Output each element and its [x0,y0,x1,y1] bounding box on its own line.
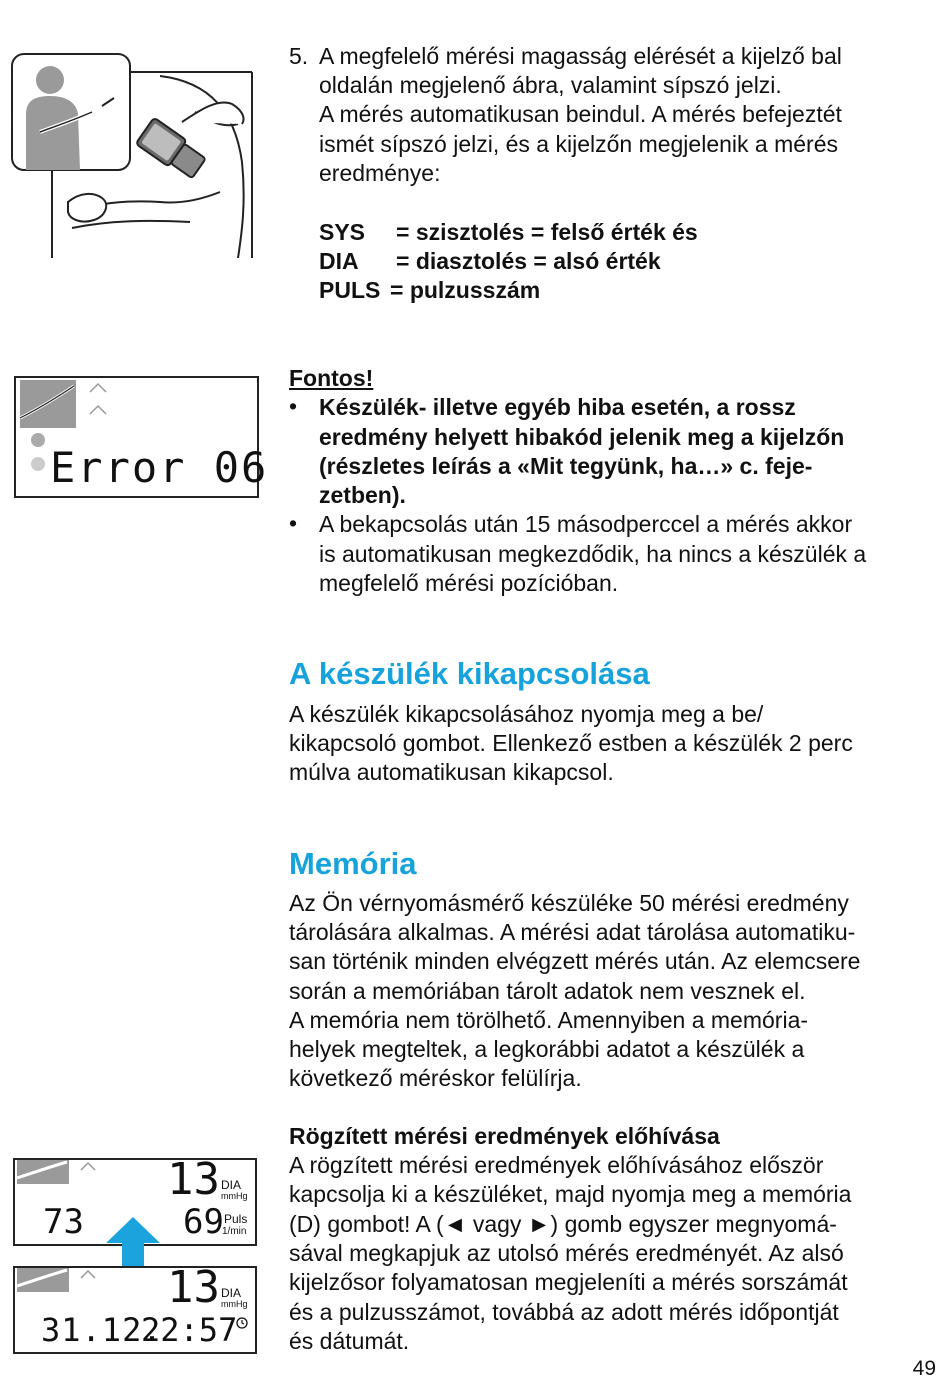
paragraph-line: tárolására alkalmas. A mérési adat tárolása automatiku- [289,919,856,945]
dia-label: DIA [221,1178,242,1192]
paragraph-line: A rögzített mérési eredmények előhívásához először [289,1152,824,1178]
paragraph-line: kapcsolja ki a készüléket, majd nyomja meg a memória [289,1181,852,1207]
dia-label: DIA [221,1286,242,1300]
paragraph-line: A memória nem törölhető. Amennyiben a memória- [289,1007,809,1033]
arm-position-illustration [10,52,262,258]
subheading-recall: Rögzített mérési eredmények előhívása [289,1123,720,1149]
paragraph-line: A készülék kikapcsolásához nyomja meg a be/ [289,701,764,727]
bullet2-line: A bekapcsolás után 15 másodperccel a mérés akkor [319,511,853,537]
section-heading-memory: Memória [289,846,417,881]
paragraph-line: kikapcsoló gombot. Ellenkező estben a készülék 2 perc [289,730,853,756]
paragraph-line: kijelzősor folyamatosan megjeleníti a mérés sorszámát [289,1269,848,1295]
bullet2-line: is automatikusan megkezdődik, ha nincs a készülék a [319,541,867,567]
step5-line: ismét sípszó jelzi, és a kijelzőn megjelenik a mérés [319,131,838,157]
paragraph-line: következő méréskor felülírja. [289,1065,582,1091]
important-heading: Fontos! [289,365,374,391]
section-heading-switch-off: A készülék kikapcsolása [289,656,650,691]
page-number: 49 [912,1357,936,1380]
date-value: 31.12. [41,1311,163,1349]
paragraph-line: sával megkapjuk az utolsó mérés eredményét. Az alsó [289,1240,844,1266]
paragraph-line: helyek megteltek, a legkorábbi adatot a készülék a [289,1036,805,1062]
def-term-dia: DIA [319,248,359,274]
error-display-figure [14,376,269,498]
paragraph-line: múlva automatikusan kikapcsol. [289,759,614,785]
memory-number: 13 [167,1262,220,1313]
mmhg-label: mmHg [221,1299,248,1309]
step5-line: A megfelelő mérési magasság elérését a kijelző bal [319,43,842,69]
paragraph-line: során a memóriában tárolt adatok nem vesznek el. [289,978,806,1004]
puls-label: Puls [224,1212,248,1226]
def-term-sys: SYS [319,219,366,245]
paragraph-line: (D) gombot! A (◄ vagy ►) gomb egyszer megnyomá- [289,1211,837,1237]
bullet1-line: (részletes leírás a «Mit tegyünk, ha…» c. feje- [319,453,813,479]
bullet-symbol: • [289,510,298,536]
mmhg-label: mmHg [221,1191,248,1201]
step5-line: A mérés automatikusan beindul. A mérés befejeztét [319,101,842,127]
bullet2-line: megfelelő mérési pozícióban. [319,570,619,596]
time-value: 22:57 [141,1311,238,1349]
error-code-text: Error 06 [50,443,269,492]
bullet-symbol: • [289,393,298,419]
memory-number: 13 [167,1154,220,1205]
bullet1-line: Készülék- illetve egyéb hiba esetén, a rossz [319,394,796,420]
pulse-value: 69 [183,1202,224,1242]
step5-line: eredménye: [319,160,441,186]
def-text-sys: = szisztolés = felső érték és [396,219,698,245]
per-min-label: 1/min [222,1226,247,1237]
def-text-puls: = pulzusszám [390,277,541,303]
bullet1-line: eredmény helyett hibakód jelenik meg a kijelzőn [319,424,845,450]
paragraph-line: Az Ön vérnyomásmérő készüléke 50 mérési eredmény [289,890,849,916]
clock-icon [235,1316,249,1330]
step-number: 5. [289,43,309,69]
memory-display-bottom [13,1262,257,1354]
paragraph-line: és dátumát. [289,1328,410,1354]
def-text-dia: = diasztolés = alsó érték [396,248,661,274]
paragraph-line: és a pulzusszámot, továbbá az adott mérés időpontját [289,1299,839,1325]
def-term-puls: PULS [319,277,381,303]
paragraph-line: san történik minden elvégzett mérés után. Az elemcsere [289,948,861,974]
bullet1-line: zetben). [319,482,406,508]
step5-line: oldalán megjelenő ábra, valamint sípszó jelzi. [319,72,782,98]
diastolic-value: 73 [43,1202,84,1242]
